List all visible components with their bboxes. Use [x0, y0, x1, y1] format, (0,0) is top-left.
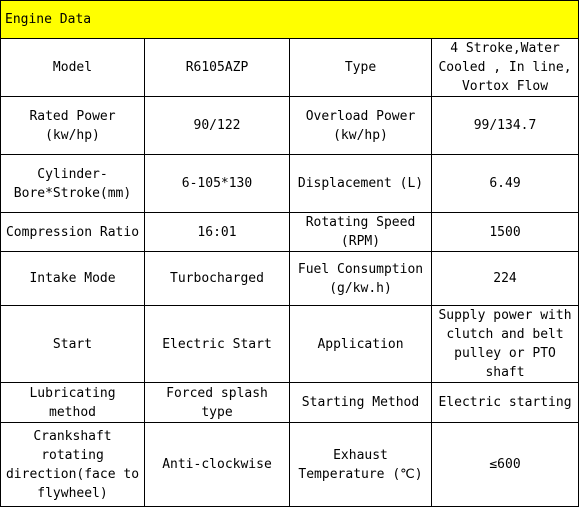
table-row [1, 306, 579, 383]
spec-value: 90/122 [145, 97, 290, 155]
spec-value: 1500 [432, 213, 579, 252]
spec-label: Overload Power (kw/hp) [290, 97, 432, 155]
table-row [1, 155, 579, 213]
table-row [1, 252, 579, 306]
spec-label: Application [290, 306, 432, 383]
spec-label: Cylinder-Bore*Stroke(mm) [1, 155, 145, 213]
spec-value: Turbocharged [145, 252, 290, 306]
table-row [1, 213, 579, 252]
spec-value: 224 [432, 252, 579, 306]
spec-value: Electric Start [145, 306, 290, 383]
table-row [1, 423, 579, 507]
spec-label: Exhaust Temperature (℃) [290, 423, 432, 507]
spec-label: Start [1, 306, 145, 383]
table-title: Engine Data [1, 1, 579, 39]
spec-label: Model [1, 39, 145, 97]
spec-label: Rotating Speed (RPM) [290, 213, 432, 252]
spec-value: 6.49 [432, 155, 579, 213]
table-row [1, 97, 579, 155]
spec-value: Supply power with clutch and belt pulley or PTO shaft [432, 306, 579, 383]
spec-label: Starting Method [290, 383, 432, 423]
title-row [1, 1, 579, 39]
spec-value: 4 Stroke,Water Cooled , In line, Vortox Flow [432, 39, 579, 97]
spec-label: Displacement (L) [290, 155, 432, 213]
spec-value: 99/134.7 [432, 97, 579, 155]
table-row [1, 383, 579, 423]
spec-value: R6105AZP [145, 39, 290, 97]
spec-value: Anti-clockwise [145, 423, 290, 507]
spec-label: Lubricating method [1, 383, 145, 423]
spec-label: Rated Power (kw/hp) [1, 97, 145, 155]
spec-label: Type [290, 39, 432, 97]
spec-value: 6-105*130 [145, 155, 290, 213]
spec-value: 16:01 [145, 213, 290, 252]
spec-value: ≤600 [432, 423, 579, 507]
spec-label: Crankshaft rotating direction(face to flywheel) [1, 423, 145, 507]
spec-label: Intake Mode [1, 252, 145, 306]
spec-value: Electric starting [432, 383, 579, 423]
spec-label: Compression Ratio [1, 213, 145, 252]
spec-value: Forced splash type [145, 383, 290, 423]
table-row [1, 39, 579, 97]
spec-label: Fuel Consumption (g/kw.h) [290, 252, 432, 306]
